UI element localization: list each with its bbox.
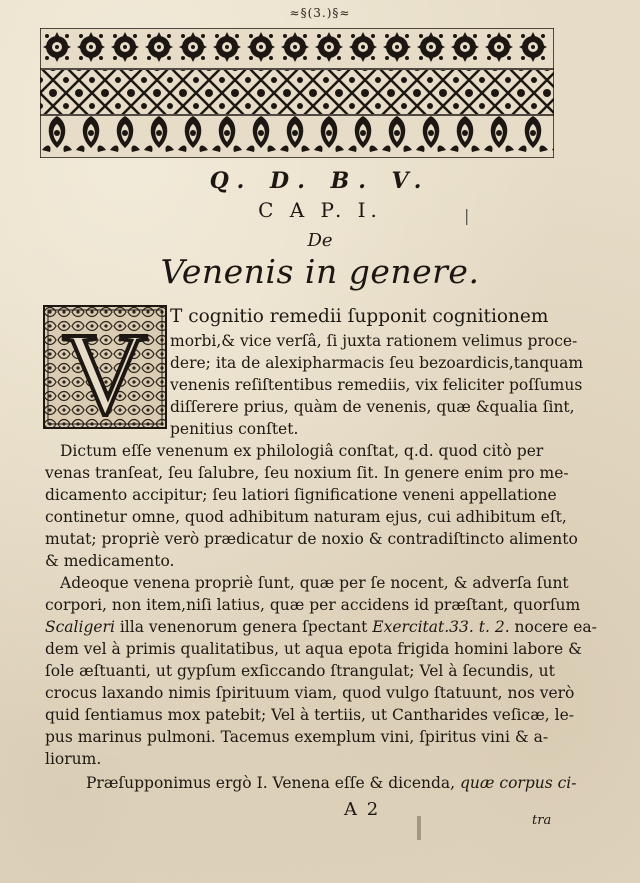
de-word: De xyxy=(307,230,333,251)
text-line: dicamento accipitur; ſeu latiori ſignificatione veneni appellatione xyxy=(45,486,557,504)
text-line: corpori, non item,niſi latius, quæ per accidens id præſtant, quorſum xyxy=(45,596,581,614)
signature-mark: A 2 xyxy=(344,799,381,820)
text-line: continetur omne, quod adhibitum naturam ejus, cui adhibitum eſt, xyxy=(45,508,567,526)
catchword: tra xyxy=(532,813,552,828)
author-name: Scaligeri xyxy=(45,618,115,636)
line-text: illa venenorum genera ſpectant xyxy=(114,618,373,636)
text-line: quid ſentiamus mox patebit; Vel à tertiis, ut Cantharides veſicæ, le- xyxy=(45,706,574,724)
chapter-heading: C A P. I. xyxy=(258,198,382,222)
text-line: venenis reſiſtentibus remediis, vix feliciter poſſumus xyxy=(170,376,583,394)
heading-initials: Q. D. B. V. xyxy=(209,168,431,194)
text-line: dere; ita de alexipharmacis ſeu bezoardicis,tanquam xyxy=(170,354,584,372)
text-line: Dictum eſſe venenum ex philologiâ conſtat, q.d. quod citò per xyxy=(60,442,544,460)
line-text: nocere ea- xyxy=(509,618,597,636)
text-line: penitius conſtet. xyxy=(170,420,299,438)
text-line: ſole æſtuanti, ut gypſum exſiccando ſtrangulat; Vel à ſecundis, ut xyxy=(45,662,555,680)
text-line: Adeoque venena propriè ſunt, quæ per ſe nocent, & adverſa ſunt xyxy=(60,574,569,592)
text-line: pus marinus pulmoni. Tacemus exemplum vini, ſpiritus vini & a- xyxy=(45,728,549,746)
line-text: Præſupponimus ergò I. Venena eſſe & dicenda, xyxy=(86,774,460,792)
chapter-mark: | xyxy=(464,206,470,225)
line-text-italic: quæ corpus ci- xyxy=(460,774,577,792)
text-line: diſſerere prius, quàm de venenis, quæ &qualia ſint, xyxy=(170,398,575,416)
page-title: Venenis in genere. xyxy=(160,252,480,291)
text-line: venas tranſeat, ſeu ſalubre, ſeu noxium ſit. In genere enim pro me- xyxy=(45,464,569,482)
text-line: morbi,& vice verſâ, ſi juxta rationem velimus proce- xyxy=(170,332,578,350)
drop-cap-v xyxy=(43,305,167,429)
text-line: crocus laxando nimis ſpirituum viam, quod vulgo ſtatuunt, nos verò xyxy=(45,684,575,702)
text-line: dem vel à primis qualitatibus, ut aqua epota frigida homini labore & xyxy=(45,640,582,658)
ink-mark xyxy=(417,816,421,840)
citation-reference: Exercitat.33. t. 2. xyxy=(372,618,510,636)
drop-cap-letter: V xyxy=(62,308,148,429)
text-line: liorum. xyxy=(45,750,102,768)
text-line: & medicamento. xyxy=(45,552,175,570)
ornamental-headpiece xyxy=(40,28,554,158)
text-line: mutat; propriè verò prædicatur de noxio & contradiſtincto alimento xyxy=(45,530,578,548)
text-line: T cognitio remedii ſupponit cognitionem xyxy=(170,306,549,327)
text-line-last xyxy=(86,773,577,793)
text-line-citation xyxy=(45,617,597,637)
page-number: ≈§(3.)§≈ xyxy=(289,6,351,20)
